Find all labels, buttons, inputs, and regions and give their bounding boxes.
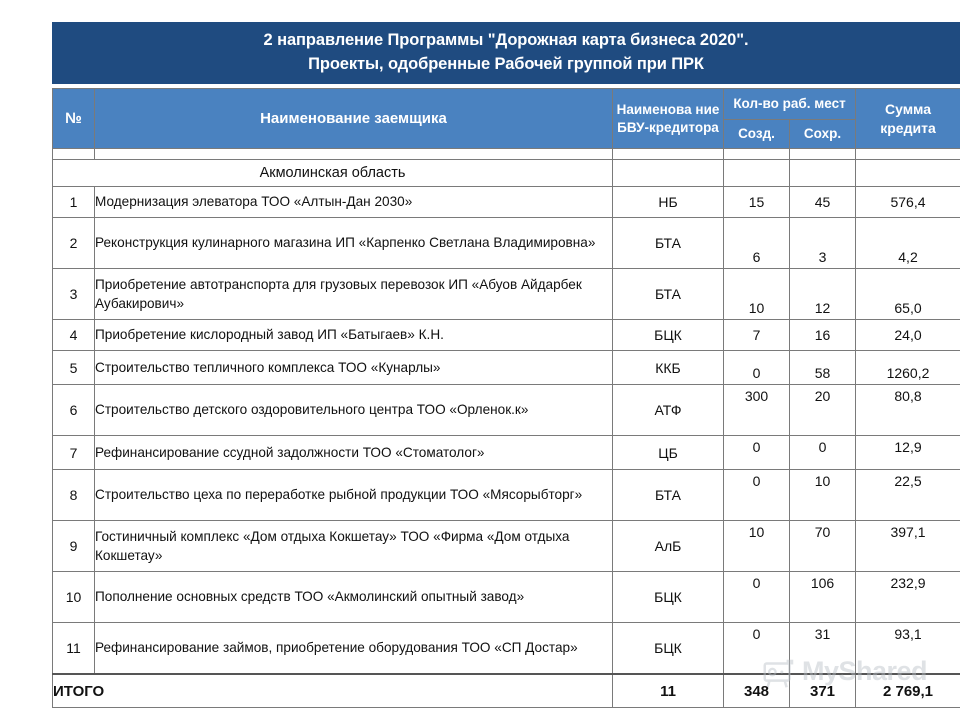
row-bank: БТА (613, 218, 724, 269)
row-jobs-kept: 31 (790, 623, 856, 675)
row-jobs-created: 10 (724, 269, 790, 320)
row-jobs-kept: 16 (790, 320, 856, 351)
col-header-jobs-group: Кол-во раб. мест (724, 89, 856, 120)
row-jobs-created: 0 (724, 351, 790, 385)
spacer-cell (856, 149, 960, 160)
table-body (53, 149, 960, 708)
row-credit-sum: 232,9 (856, 572, 960, 623)
spacer-cell (724, 149, 790, 160)
row-number: 4 (53, 320, 95, 351)
row-jobs-kept: 106 (790, 572, 856, 623)
table-row[interactable] (53, 521, 960, 572)
row-borrower: Модернизация элеватора ТОО «Алтын-Дан 2030» (95, 187, 613, 218)
row-jobs-kept: 20 (790, 385, 856, 436)
header-spacer-row (53, 149, 960, 160)
row-number: 7 (53, 436, 95, 470)
row-jobs-created: 6 (724, 218, 790, 269)
region-blank-bank (613, 160, 724, 187)
row-jobs-kept: 0 (790, 436, 856, 470)
row-number: 6 (53, 385, 95, 436)
row-borrower: Строительство детского оздоровительного центра ТОО «Орленок.к» (95, 385, 613, 436)
row-credit-sum: 22,5 (856, 470, 960, 521)
table-row[interactable] (53, 436, 960, 470)
row-borrower: Строительство цеха по переработке рыбной продукции ТОО «Мясорыбторг» (95, 470, 613, 521)
title-line-2: Проекты, одобренные Рабочей группой при ПРК (308, 55, 704, 73)
row-jobs-created: 0 (724, 470, 790, 521)
table-row[interactable] (53, 320, 960, 351)
row-borrower: Строительство тепличного комплекса ТОО «Кунарлы» (95, 351, 613, 385)
region-row (53, 160, 960, 187)
row-bank: БЦК (613, 320, 724, 351)
row-bank: БЦК (613, 623, 724, 675)
region-blank-sum (856, 160, 960, 187)
total-jobs-created: 348 (724, 674, 790, 708)
row-jobs-created: 0 (724, 572, 790, 623)
col-header-number: № (53, 89, 95, 149)
table-row[interactable] (53, 385, 960, 436)
row-borrower: Приобретение автотранспорта для грузовых перевозок ИП «Абуов Айдарбек Аубакирович» (95, 269, 613, 320)
row-number: 11 (53, 623, 95, 675)
table-row[interactable] (53, 572, 960, 623)
row-jobs-created: 15 (724, 187, 790, 218)
total-credit-sum: 2 769,1 (856, 674, 960, 708)
row-credit-sum: 1260,2 (856, 351, 960, 385)
row-borrower: Рефинансирование займов, приобретение оборудования ТОО «СП Достар» (95, 623, 613, 675)
region-blank-created (724, 160, 790, 187)
row-credit-sum: 24,0 (856, 320, 960, 351)
row-bank: БЦК (613, 572, 724, 623)
row-number: 10 (53, 572, 95, 623)
watermark-label: MyShared (802, 656, 928, 686)
row-number: 9 (53, 521, 95, 572)
row-jobs-kept: 70 (790, 521, 856, 572)
table-header-row-top (53, 89, 960, 120)
row-borrower: Пополнение основных средств ТОО «Акмолинский опытный завод» (95, 572, 613, 623)
row-number: 8 (53, 470, 95, 521)
table-row[interactable] (53, 187, 960, 218)
row-borrower: Рефинансирование ссудной задолжности ТОО «Стоматолог» (95, 436, 613, 470)
row-jobs-kept: 58 (790, 351, 856, 385)
row-bank: АлБ (613, 521, 724, 572)
col-header-jobs-created: Созд. (724, 120, 790, 149)
total-label: ИТОГО (53, 674, 613, 708)
row-jobs-created: 0 (724, 623, 790, 675)
row-borrower: Реконструкция кулинарного магазина ИП «Карпенко Светлана Владимировна» (95, 218, 613, 269)
row-borrower: Приобретение кислородный завод ИП «Батыгаев» К.Н. (95, 320, 613, 351)
row-jobs-kept: 12 (790, 269, 856, 320)
row-number: 3 (53, 269, 95, 320)
row-borrower: Гостиничный комплекс «Дом отдыха Кокшетау» ТОО «Фирма «Дом отдыха Кокшетау» (95, 521, 613, 572)
row-number: 5 (53, 351, 95, 385)
row-credit-sum: 4,2 (856, 218, 960, 269)
row-credit-sum: 93,1 (856, 623, 960, 675)
row-credit-sum: 576,4 (856, 187, 960, 218)
row-number: 1 (53, 187, 95, 218)
row-credit-sum: 80,8 (856, 385, 960, 436)
row-jobs-created: 300 (724, 385, 790, 436)
table-row[interactable] (53, 351, 960, 385)
row-bank: ККБ (613, 351, 724, 385)
table-row[interactable] (53, 623, 960, 675)
projects-table-wrapper (52, 88, 960, 708)
row-bank: ЦБ (613, 436, 724, 470)
col-header-borrower: Наименование заемщика (95, 89, 613, 149)
col-header-bank: Наименова ние БВУ-кредитора (613, 89, 724, 149)
total-bank-count: 11 (613, 674, 724, 708)
row-jobs-created: 10 (724, 521, 790, 572)
table-row[interactable] (53, 269, 960, 320)
row-credit-sum: 12,9 (856, 436, 960, 470)
row-credit-sum: 397,1 (856, 521, 960, 572)
region-blank-kept (790, 160, 856, 187)
table-row[interactable] (53, 470, 960, 521)
col-header-credit-sum: Сумма кредита (856, 89, 960, 149)
total-jobs-kept: 371 (790, 674, 856, 708)
region-label: Акмолинская область (53, 160, 613, 187)
row-bank: БТА (613, 269, 724, 320)
spacer-cell (53, 149, 95, 160)
row-bank: АТФ (613, 385, 724, 436)
table-header (53, 89, 960, 149)
spacer-cell (95, 149, 613, 160)
row-jobs-kept: 45 (790, 187, 856, 218)
spacer-cell (613, 149, 724, 160)
row-bank: НБ (613, 187, 724, 218)
row-jobs-kept: 10 (790, 470, 856, 521)
row-bank: БТА (613, 470, 724, 521)
row-jobs-created: 7 (724, 320, 790, 351)
table-row[interactable] (53, 218, 960, 269)
row-number: 2 (53, 218, 95, 269)
row-credit-sum: 65,0 (856, 269, 960, 320)
title-line-1: 2 направление Программы "Дорожная карта бизнеса 2020". (263, 31, 749, 50)
slide-title-banner (52, 22, 960, 84)
row-jobs-created: 0 (724, 436, 790, 470)
total-row (53, 674, 960, 708)
projects-table (52, 88, 960, 708)
spacer-cell (790, 149, 856, 160)
col-header-jobs-kept: Сохр. (790, 120, 856, 149)
row-jobs-kept: 3 (790, 218, 856, 269)
